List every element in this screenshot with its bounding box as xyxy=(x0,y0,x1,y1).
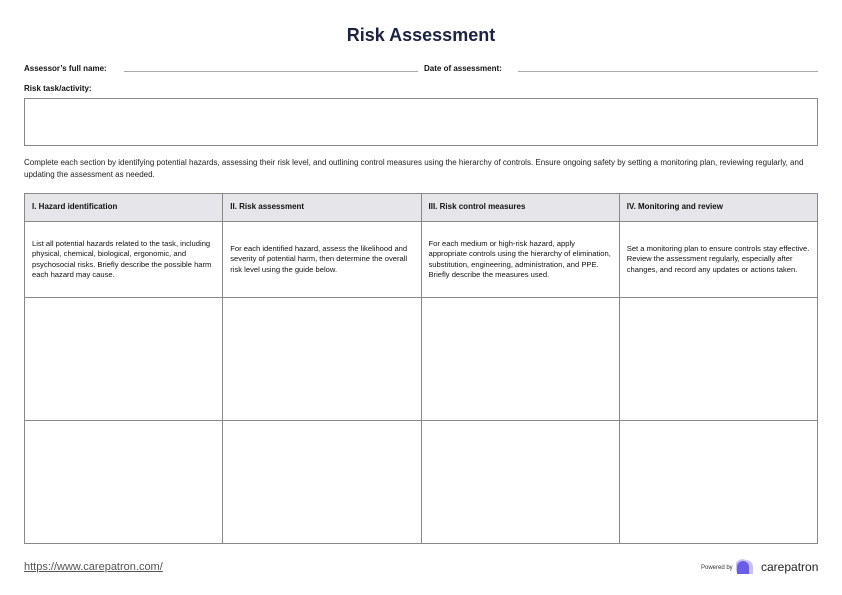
assessment-table xyxy=(24,193,818,544)
header-monitoring: IV. Monitoring and review xyxy=(619,194,817,222)
powered-by-text: Powered by xyxy=(701,565,733,571)
desc-monitoring: Set a monitoring plan to ensure controls stay effective. Review the assessment regularly, especially after changes, and record any updates or actions taken. xyxy=(619,222,817,298)
assessor-field[interactable] xyxy=(124,71,418,72)
intro-text: Complete each section by identifying potential hazards, assessing their risk level, and outlining control measures using the hierarchy of controls. Ensure ongoing safety by setting a monitoring plan, reviewing regularly, and updating the assessment as needed. xyxy=(24,158,804,179)
header-control: III. Risk control measures xyxy=(421,194,619,222)
entry-cell[interactable] xyxy=(25,421,223,544)
entry-cell[interactable] xyxy=(421,421,619,544)
entry-cell[interactable] xyxy=(421,298,619,421)
website-link[interactable]: https://www.carepatron.com/ xyxy=(24,561,163,573)
task-field[interactable] xyxy=(24,98,818,146)
carepatron-logo-icon xyxy=(736,559,760,575)
date-field[interactable] xyxy=(518,71,818,72)
brand-name: carepatron xyxy=(761,560,819,574)
desc-control: For each medium or high-risk hazard, apply appropriate controls using the hierarchy of elimination, substitution, engineering, administration, and PPE. Briefly describe the measures used. xyxy=(421,222,619,298)
entry-cell[interactable] xyxy=(223,421,421,544)
desc-hazard: List all potential hazards related to the task, including physical, chemical, biological, ergonomic, and psychosocial risks. Briefly describe the possible harm each hazard may cause. xyxy=(25,222,223,298)
date-label: Date of assessment: xyxy=(424,64,502,73)
entry-cell[interactable] xyxy=(223,298,421,421)
desc-risk: For each identified hazard, assess the likelihood and severity of potential harm, then determine the overall risk level using the guide below. xyxy=(223,222,421,298)
assessor-label: Assessor’s full name: xyxy=(24,64,107,73)
header-risk: II. Risk assessment xyxy=(223,194,421,222)
page-title: Risk Assessment xyxy=(346,25,496,45)
entry-cell[interactable] xyxy=(25,298,223,421)
entry-cell[interactable] xyxy=(619,298,817,421)
entry-cell[interactable] xyxy=(619,421,817,544)
header-hazard: I. Hazard identification xyxy=(25,194,223,222)
task-label: Risk task/activity: xyxy=(24,84,92,93)
